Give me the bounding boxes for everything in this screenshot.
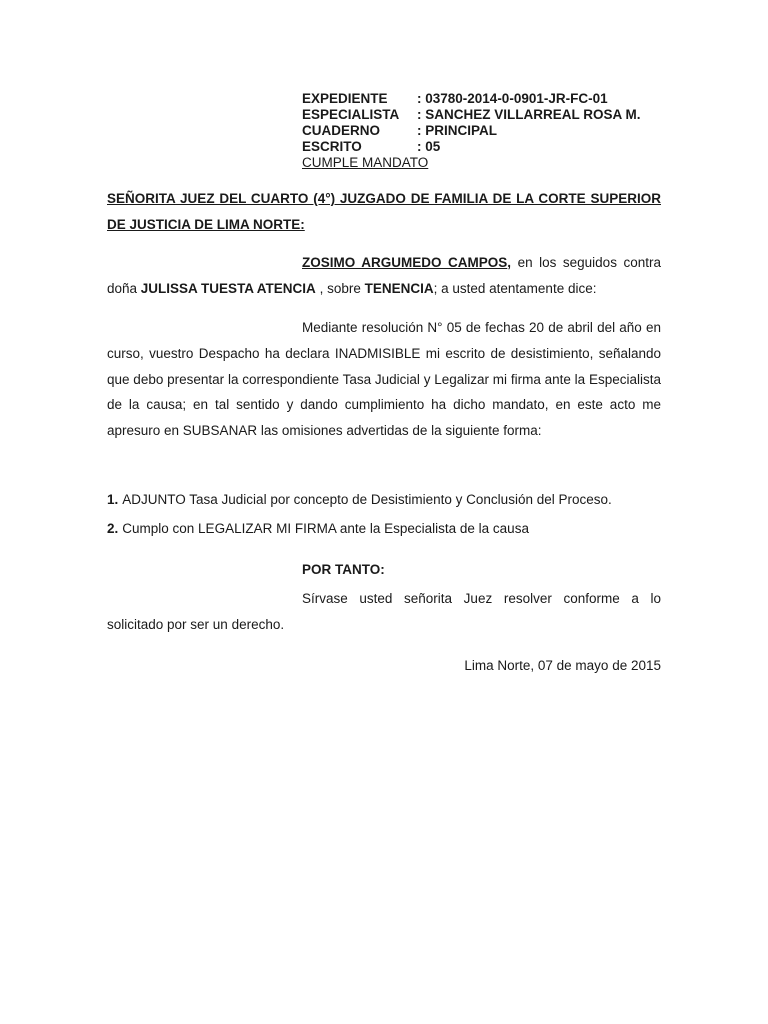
especialista-row bbox=[302, 107, 641, 123]
items-list bbox=[107, 485, 661, 543]
expediente-row bbox=[302, 91, 641, 107]
intro-text-1: en los seguidos contra doña bbox=[107, 255, 661, 296]
defendant-name: JULISSA TUESTA ATENCIA bbox=[140, 280, 316, 296]
addressee: SEÑORITA JUEZ DEL CUARTO (4°) JUZGADO DE FAMILIA DE LA CORTE SUPERIOR DE JUSTICIA DE LIMA NORTE: bbox=[107, 191, 661, 232]
case-header bbox=[302, 91, 641, 171]
closing-paragraph: Sírvase usted señorita Juez resolver conforme a lo solicitado por ser un derecho. bbox=[107, 591, 661, 632]
item-text: Cumplo con LEGALIZAR MI FIRMA ante la Especialista de la causa bbox=[122, 521, 529, 536]
date-line: Lima Norte, 07 de mayo de 2015 bbox=[464, 658, 661, 673]
list-item bbox=[107, 514, 661, 543]
especialista-value: : SANCHEZ VILLARREAL ROSA M. bbox=[417, 107, 641, 122]
escrito-row bbox=[302, 139, 641, 155]
expediente-label: EXPEDIENTE bbox=[302, 91, 388, 106]
petitioner-name: ZOSIMO ARGUMEDO CAMPOS bbox=[302, 255, 508, 270]
expediente-value: : 03780-2014-0-0901-JR-FC-01 bbox=[417, 91, 608, 106]
cuaderno-value: : PRINCIPAL bbox=[417, 123, 497, 138]
intro-paragraph bbox=[107, 250, 661, 302]
cuaderno-row bbox=[302, 123, 641, 139]
escrito-value: : 05 bbox=[417, 139, 441, 154]
matter: TENENCIA bbox=[364, 280, 434, 296]
document-subject: CUMPLE MANDATO bbox=[302, 155, 429, 170]
cuaderno-label: CUADERNO bbox=[302, 123, 381, 138]
petitioner-comma: , bbox=[507, 255, 512, 270]
por-tanto-heading: POR TANTO: bbox=[302, 562, 385, 577]
intro-text-3: ; a usted atentamente dice: bbox=[433, 280, 597, 296]
item-number: 1. bbox=[107, 492, 119, 507]
list-item bbox=[107, 485, 661, 514]
especialista-label: ESPECIALISTA bbox=[302, 107, 400, 122]
item-text: ADJUNTO Tasa Judicial por concepto de Desistimiento y Conclusión del Proceso. bbox=[122, 492, 612, 507]
item-number: 2. bbox=[107, 521, 119, 536]
intro-text-2: , sobre bbox=[315, 280, 365, 296]
body-paragraph: Mediante resolución N° 05 de fechas 20 de abril del año en curso, vuestro Despacho ha declara INADMISIBLE mi escrito de desistimiento, señalando que debo presentar la correspondiente Tasa Judicial y Legalizar mi firma ante la Especialista de la causa; en tal sentido y dando cumplimiento ha dicho mandato, en este acto me apresuro en SUBSANAR las omisiones advertidas de la siguiente forma: bbox=[107, 320, 661, 439]
escrito-label: ESCRITO bbox=[302, 139, 362, 154]
